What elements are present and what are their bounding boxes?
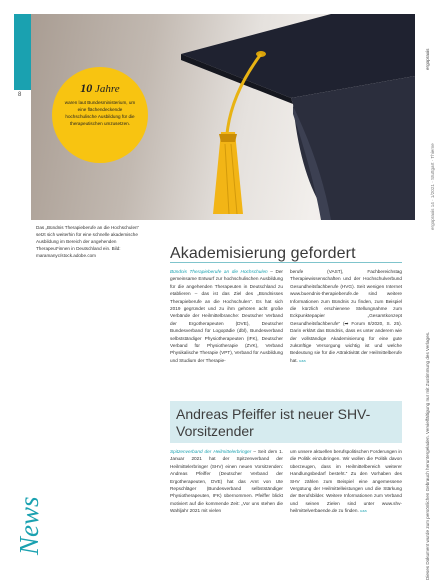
badge-word: Jahre [95,83,120,95]
article2-author-mark: uza [360,508,367,514]
article1-author-mark: uza [299,357,306,363]
article1-col1-text: – Der gemeinsame Entwurf zur hochschulischen Ausbildung für die angehenden Therapeuten in Deutschland zu etablieren – das ist das Ziel des „Bündnisses Therapieberufe an die Hochschulen“. Es hat sich 2019 gegründet und zu ihm gehören acht große Verbände der Heilmittelbranche: Deutscher Verband der Ergotherapeuten (DVE), Deutscher Bundesverband für Logopädie (dbl), Bundesverband selbstständiger Physiotherapeuten (IFK), Deutscher Verband für Physiotherapie (ZVK), Verband Physikalische Therapie (VPT), Verband für Ausbildung und Studium der Therapie- [170,269,283,363]
photo-caption: Das „Bündnis Therapieberufe an die Hochschulen“ setzt sich weiterhin für eine schnelle akademische Ausbildung im Bereich der angehenden Therapeut*innen in Deutschland ein. Bild: maramanyc/stock.adobe.com [36,225,140,258]
badge-text: waren laut Bundesministerium, um eine flächendeckende hochschulische Ausbildung für die therapeutischen umzusetzen. [64,100,136,126]
section-label-news: News [14,496,44,555]
news-headline-box [170,401,402,443]
article1-lead: Bündnis Therapieberufe an die Hochschulen [170,269,268,274]
article2-column-2 [290,448,402,515]
info-badge [52,67,148,163]
download-notice: Dieses Dokument wurde zum persönlichen Gebrauch heruntergeladen. Vervielfältigung nur mit Zustimmung des Verlages. [425,331,430,580]
journal-meta: ergopraxis 14 · 1/2021 · Stuttgart · Thieme [430,143,435,230]
article2-column-1 [170,448,283,515]
article1-column-2 [290,268,402,364]
article1-column-1 [170,268,283,364]
article2-lead: Spitzenverband der Heilmittelerbringer [170,449,252,454]
article-headline-pfeiffer: Andreas Pfeiffer ist neuer SHV-Vorsitzender [176,406,371,439]
badge-title [52,81,148,96]
article2-col4-text: um unsere aktuellen berufspolitischen Forderungen in die Politik einzubringen. Wir wollen die Politik davon überzeugen, dass im Heilmittelbereich weiterer Handlungsbedarf besteht.“ Zu den Vorhaben des SHV zählen zum Beispiel eine angemessene Vergütung der Heilmittelleistungen und die Stärkung der Berufsbilder. Weitere Informationen zum Verband und seinen Zielen sind unter www.shv-heilmittelverbaende.de zu finden. [290,449,402,514]
journal-name: ergopraxis [425,48,430,70]
article2-col3-text: – Seit dem 1. Januar 2021 hat der Spitzenverband der Heilmittelerbringer (SHV) einen neuen Vorsitzenden: Andreas Pfeiffer (Deutscher Verband der Ergotherapeuten, DVE) hat das Amt von Ute Repschläger (Bundesverband selbstständiger Physiotherapeuten, IFK) übernommen. Pfeiffer blickt motiviert auf die kommende Zeit: „Vor uns stehen die Wahljahr 2021 mit vielen [170,449,283,514]
article1-col2-text: berufe (VAST), Fachbereichstag Therapiewissenschaften und der Hochschulverbund Gesundheitsfachberufe (HVG). Seit wenigen Internet www.buendnis-therapieberufe.de sind weitere Informationen zum Bündnis zu finden, zum Beispiel die kürzlich erschienene Stellungnahme zum Eckpunktepapier „Gesamtkonzept Gesundheitsfachberufe“ (➡ Forum 8/2020, S. 25). Darin erklärt das Bündnis, dass es unter anderem wie der vollständige Akademisierung für eine gute zukünftige Versorgung wichtig ist und welche Bedeutung sie für die Attraktivität der Heilmittelberufe hat. [290,269,402,363]
article-headline-akademisierung: Akademisierung gefordert [170,245,356,262]
badge-number: 10 [80,81,93,95]
page-number: 8 [18,92,22,98]
headline-rule [170,262,402,263]
section-color-tab [14,14,31,90]
